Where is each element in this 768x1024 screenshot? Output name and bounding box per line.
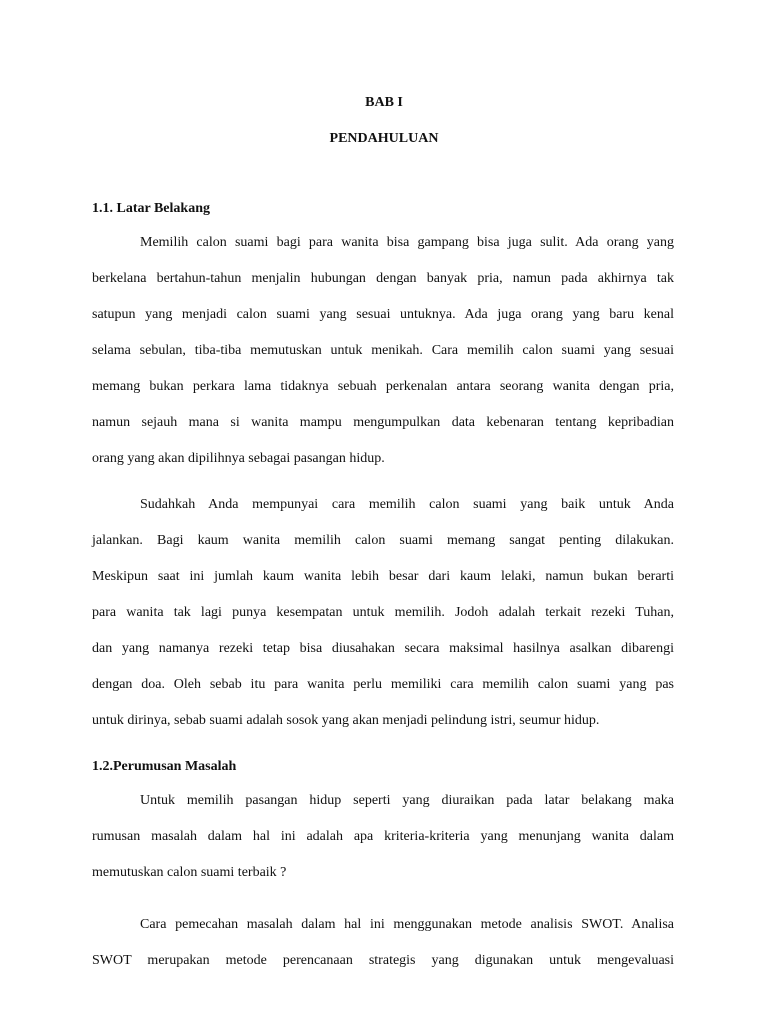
text-line: memutuskan calon suami terbaik ? — [92, 865, 287, 880]
section-heading-latar-belakang: 1.1. Latar Belakang — [92, 201, 210, 216]
text-line: para wanita tak lagi punya kesempatan untuk memilih. Jodoh adalah terkait rezeki Tuhan, — [92, 605, 674, 620]
text-line: dengan doa. Oleh sebab itu para wanita perlu memiliki cara memilih calon suami yang pas — [92, 677, 674, 692]
text-line: dan yang namanya rezeki tetap bisa diusahakan secara maksimal hasilnya asalkan dibarengi — [92, 641, 674, 656]
text-line: Untuk memilih pasangan hidup seperti yang diuraikan pada latar belakang maka — [140, 793, 674, 808]
text-line: jalankan. Bagi kaum wanita memilih calon suami memang sangat penting dilakukan. — [92, 533, 674, 548]
text-line: berkelana bertahun-tahun menjalin hubungan dengan banyak pria, namun pada akhirnya tak — [92, 271, 674, 286]
section-heading-perumusan-masalah: 1.2.Perumusan Masalah — [92, 759, 237, 774]
text-line: Meskipun saat ini jumlah kaum wanita lebih besar dari kaum lelaki, namun bukan berarti — [92, 569, 674, 584]
text-line: namun sejauh mana si wanita mampu mengumpulkan data kebenaran tentang kepribadian — [92, 415, 674, 430]
chapter-title: PENDAHULUAN — [329, 131, 439, 146]
text-line: untuk dirinya, sebab suami adalah sosok yang akan menjadi pelindung istri, seumur hidup. — [92, 713, 600, 728]
text-line: satupun yang menjadi calon suami yang sesuai untuknya. Ada juga orang yang baru kenal — [92, 307, 674, 322]
text-line: Memilih calon suami bagi para wanita bisa gampang bisa juga sulit. Ada orang yang — [140, 235, 674, 250]
text-line: selama sebulan, tiba-tiba memutuskan untuk menikah. Cara memilih calon suami yang sesuai — [92, 343, 674, 358]
text-line: SWOT merupakan metode perencanaan strategis yang digunakan untuk mengevaluasi — [92, 953, 674, 968]
text-line: orang yang akan dipilihnya sebagai pasangan hidup. — [92, 451, 385, 466]
chapter-number: BAB I — [365, 95, 403, 110]
text-line: memang bukan perkara lama tidaknya sebuah perkenalan antara seorang wanita dengan pria, — [92, 379, 674, 394]
text-line: Cara pemecahan masalah dalam hal ini menggunakan metode analisis SWOT. Analisa — [140, 917, 674, 932]
text-line: rumusan masalah dalam hal ini adalah apa kriteria-kriteria yang menunjang wanita dalam — [92, 829, 674, 844]
text-line: Sudahkah Anda mempunyai cara memilih calon suami yang baik untuk Anda — [140, 497, 674, 512]
